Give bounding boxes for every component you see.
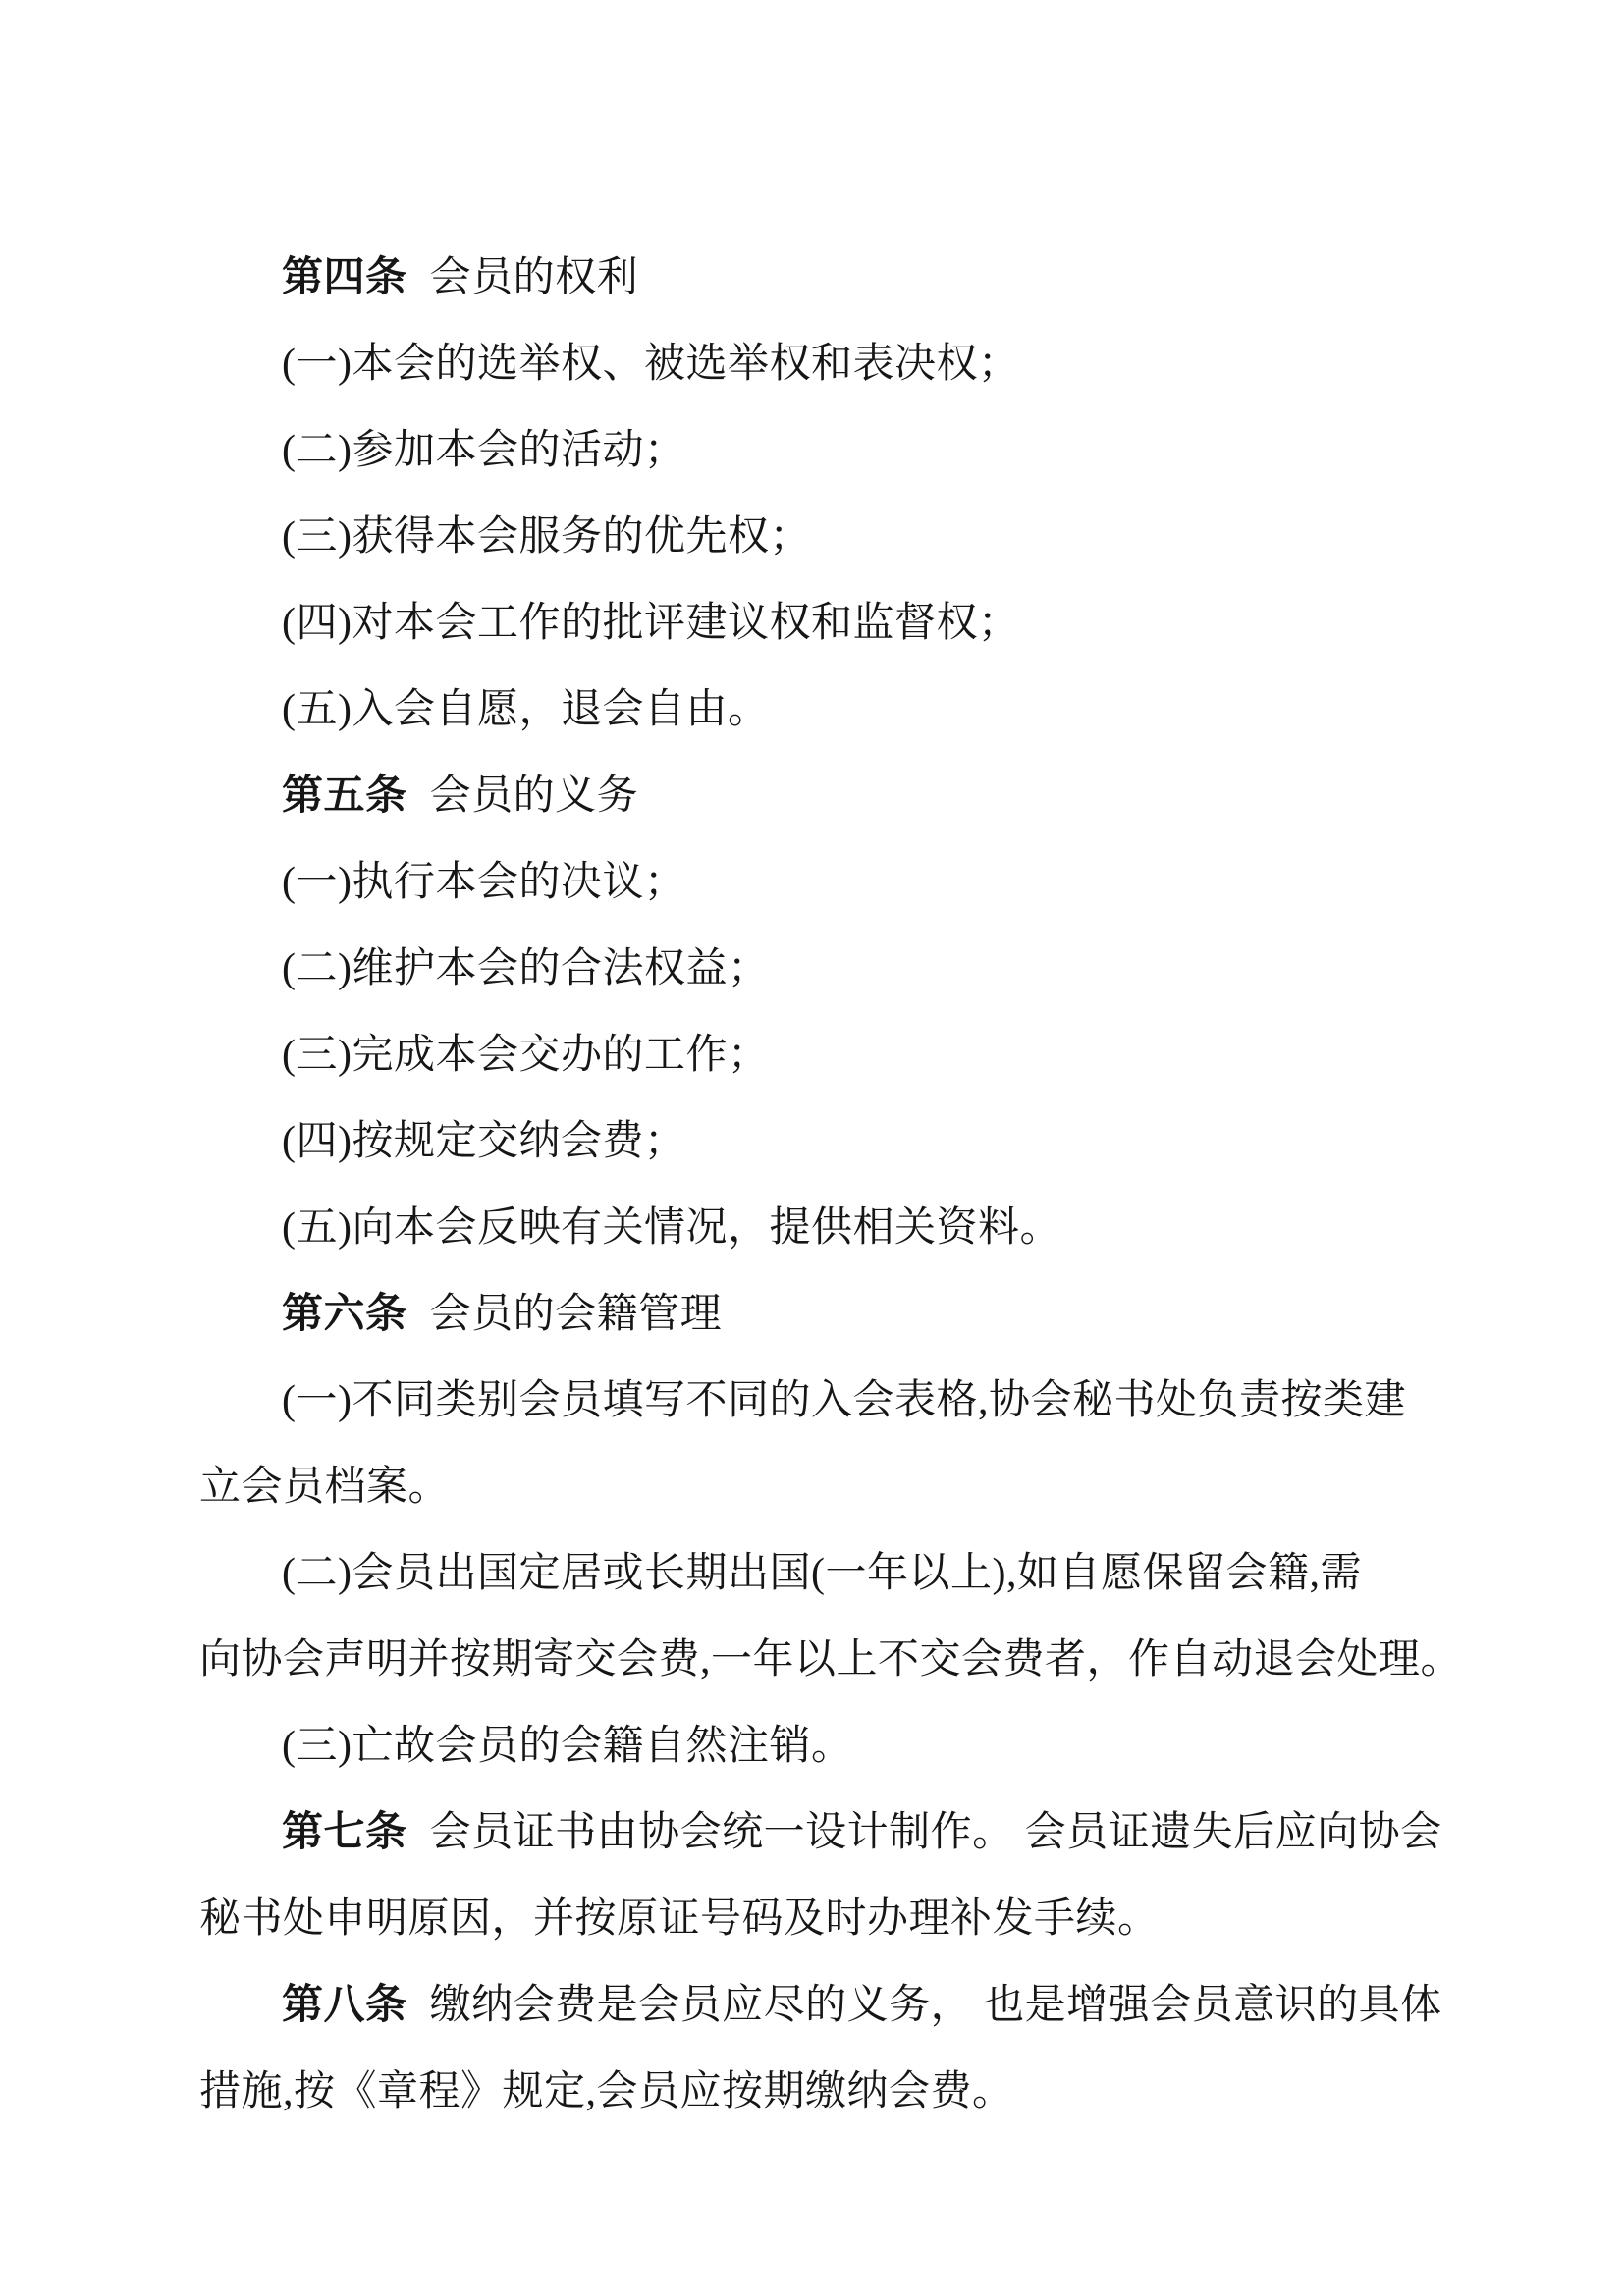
document-line xyxy=(199,753,1437,839)
document-body xyxy=(199,235,1463,2135)
document-line xyxy=(199,1962,1442,2049)
document-line xyxy=(199,667,1437,753)
line-text: 会员的权利 xyxy=(429,255,639,300)
line-text: 缴纳会费是会员应尽的义务， 也是增强会员意识的具体 xyxy=(429,1983,1442,2028)
line-text: 立会员档案。 xyxy=(199,1465,451,1510)
line-text: 措施,按《章程》规定,会员应按期缴纳会费。 xyxy=(199,2069,1014,2114)
line-text: (三)亡故会员的会籍自然注销。 xyxy=(282,1724,853,1769)
document-line xyxy=(199,494,1437,580)
document-line xyxy=(199,1530,1437,1617)
line-text: (四)按规定交纳会费； xyxy=(282,1119,686,1164)
document-line xyxy=(199,1617,1463,1703)
document-line xyxy=(199,1876,1437,1962)
line-text: (三)获得本会服务的优先权； xyxy=(282,514,811,560)
line-text: (一)执行本会的决议； xyxy=(282,860,686,905)
line-text: 向协会声明并按期寄交会费,一年以上不交会费者，作自动退会处理。 xyxy=(199,1637,1463,1682)
document-line xyxy=(199,2049,1437,2135)
document-line xyxy=(199,1444,1437,1530)
article-number: 第八条 xyxy=(282,1983,407,2028)
article-number: 第七条 xyxy=(282,1810,407,1855)
line-text: 会员的义务 xyxy=(429,774,639,819)
line-text: 会员的会籍管理 xyxy=(429,1292,723,1337)
line-text: (二)参加本会的活动； xyxy=(282,428,686,473)
line-text: (三)完成本会交办的工作； xyxy=(282,1033,770,1078)
document-line xyxy=(199,1271,1437,1358)
line-text: (一)本会的选举权、被选举权和表决权； xyxy=(282,342,1020,387)
document-line xyxy=(199,1358,1437,1444)
document-line xyxy=(199,321,1437,407)
document-line xyxy=(199,1789,1442,1876)
document-line xyxy=(199,926,1437,1012)
line-text: (五)入会自愿，退会自由。 xyxy=(282,687,770,732)
line-text: (二)会员出国定居或长期出国(一年以上),如自愿保留会籍,需 xyxy=(282,1551,1362,1596)
article-number: 第五条 xyxy=(282,774,407,819)
line-text: 会员证书由协会统一设计制作。 会员证遗失后应向协会 xyxy=(429,1810,1442,1855)
document-line xyxy=(199,1185,1437,1271)
document-line xyxy=(199,1012,1437,1098)
article-number: 第四条 xyxy=(282,255,407,300)
document-line xyxy=(199,407,1437,494)
line-text: (四)对本会工作的批评建议权和监督权； xyxy=(282,601,1020,646)
document-line xyxy=(199,1098,1437,1185)
line-text: (五)向本会反映有关情况，提供相关资料。 xyxy=(282,1205,1061,1251)
document-line xyxy=(199,580,1437,667)
line-text: (一)不同类别会员填写不同的入会表格,协会秘书处负责按类建 xyxy=(282,1378,1406,1423)
line-text: (二)维护本会的合法权益； xyxy=(282,946,770,991)
line-text: 秘书处申明原因，并按原证号码及时办理补发手续。 xyxy=(199,1896,1160,1942)
document-line xyxy=(199,839,1437,926)
article-number: 第六条 xyxy=(282,1292,407,1337)
document-line xyxy=(199,1703,1437,1789)
document-line xyxy=(199,235,1437,321)
